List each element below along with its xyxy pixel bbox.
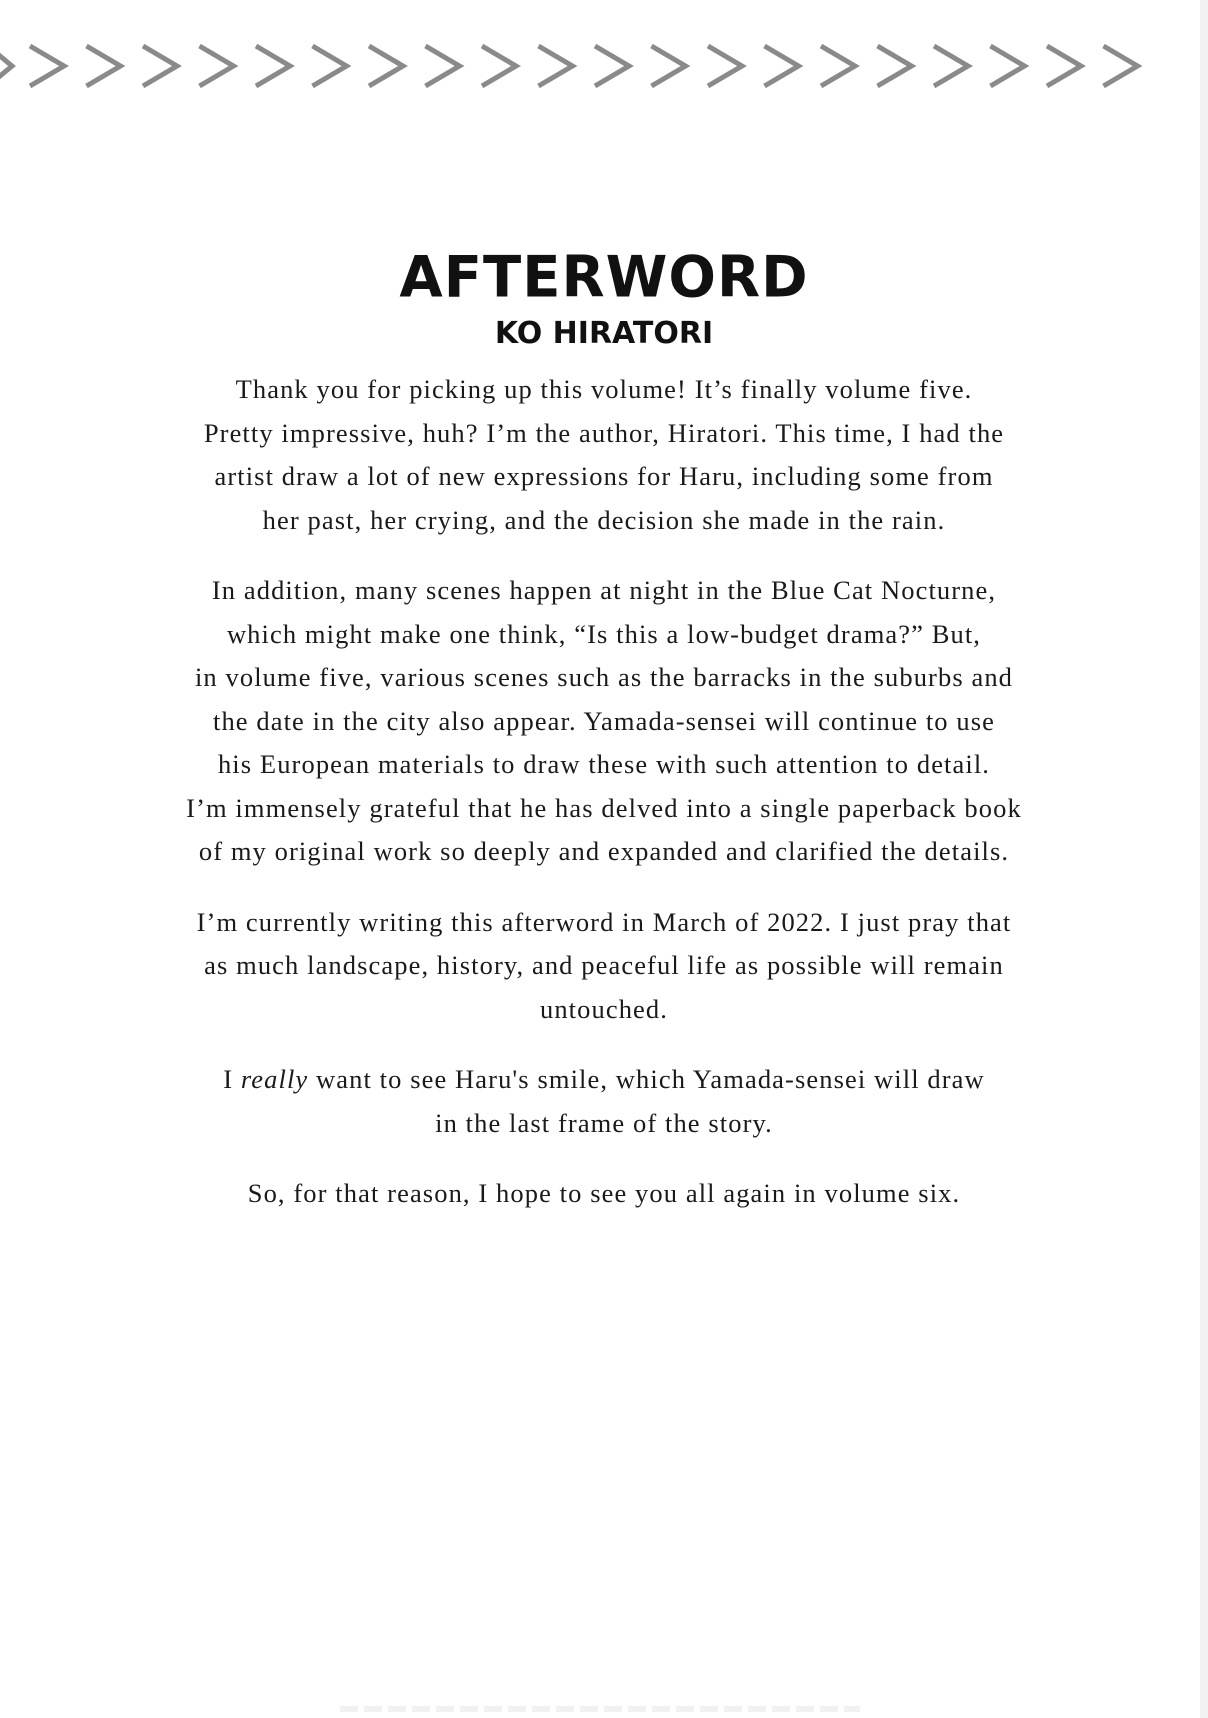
chevron-mark: [1104, 46, 1138, 86]
chevron-mark: [821, 46, 855, 86]
chevron-mark: [539, 46, 573, 86]
chevron-mark: [313, 46, 347, 86]
afterword-body: [100, 368, 1108, 1243]
text-line: his European materials to draw these with such attention to detail.: [217, 749, 991, 779]
chevron-mark: [765, 46, 799, 86]
chevron-mark: [878, 46, 912, 86]
text-line: Pretty impressive, huh? I’m the author, Hiratori. This time, I had the: [203, 417, 1005, 448]
author-name: KO HIRATORI: [494, 316, 714, 351]
text-line: as much landscape, history, and peaceful life as possible will remain: [204, 950, 1004, 980]
chevron-mark: [87, 46, 121, 86]
paragraph-2: [100, 569, 1108, 874]
chevron-mark: [595, 46, 629, 86]
text-line: So, for that reason, I hope to see you all again in volume six.: [247, 1178, 961, 1208]
text-line: artist draw a lot of new expressions for Haru, including some from: [214, 461, 994, 491]
paragraph-4: [100, 1058, 1108, 1145]
chevron-mark: [482, 46, 516, 86]
chevron-mark: [200, 46, 234, 86]
text-fragment: want to see Haru's smile, which Yamada-sensei will draw: [308, 1064, 985, 1094]
text-line: of my original work so deeply and expanded and clarified the details.: [198, 836, 1010, 866]
text-line: [100, 1058, 1108, 1102]
chevron-mark: [256, 46, 290, 86]
text-line: I’m currently writing this afterword in March of 2022. I just pray that: [196, 906, 1012, 937]
paragraph-5: [100, 1172, 1108, 1216]
text-line: untouched.: [539, 993, 668, 1024]
chevron-mark: [369, 46, 403, 86]
page-title: AFTERWORD: [399, 244, 809, 311]
heading-block: [0, 244, 1208, 354]
chevron-border: [0, 36, 1208, 96]
chevron-mark: [426, 46, 460, 86]
text-line: Thank you for picking up this volume! It’s finally volume five.: [235, 374, 973, 404]
chevron-mark: [934, 46, 968, 86]
paragraph-1: [100, 368, 1108, 542]
chevron-mark: [652, 46, 686, 86]
chevron-mark: [991, 46, 1025, 86]
chevron-mark: [0, 46, 12, 86]
text-line: which might make one think, “Is this a low-budget drama?” But,: [226, 618, 982, 649]
text-line: her past, her crying, and the decision she made in the rain.: [262, 504, 946, 535]
chevron-mark: [30, 46, 64, 86]
emphasized-word: really: [240, 1064, 309, 1094]
chevron-mark: [143, 46, 177, 86]
text-fragment: I: [223, 1064, 241, 1094]
chevron-mark: [708, 46, 742, 86]
text-line: I’m immensely grateful that he has delved into a single paperback book: [186, 792, 1022, 823]
text-line: In addition, many scenes happen at night in the Blue Cat Nocturne,: [211, 575, 997, 605]
bleed-through-text: [340, 1706, 860, 1712]
text-line: in volume five, various scenes such as the barracks in the suburbs and: [194, 662, 1014, 692]
chevron-mark: [1047, 46, 1081, 86]
paragraph-3: [100, 901, 1108, 1032]
text-line: the date in the city also appear. Yamada-sensei will continue to use: [212, 705, 996, 736]
text-line: in the last frame of the story.: [435, 1107, 773, 1138]
page-edge-shadow: [1200, 0, 1208, 1718]
